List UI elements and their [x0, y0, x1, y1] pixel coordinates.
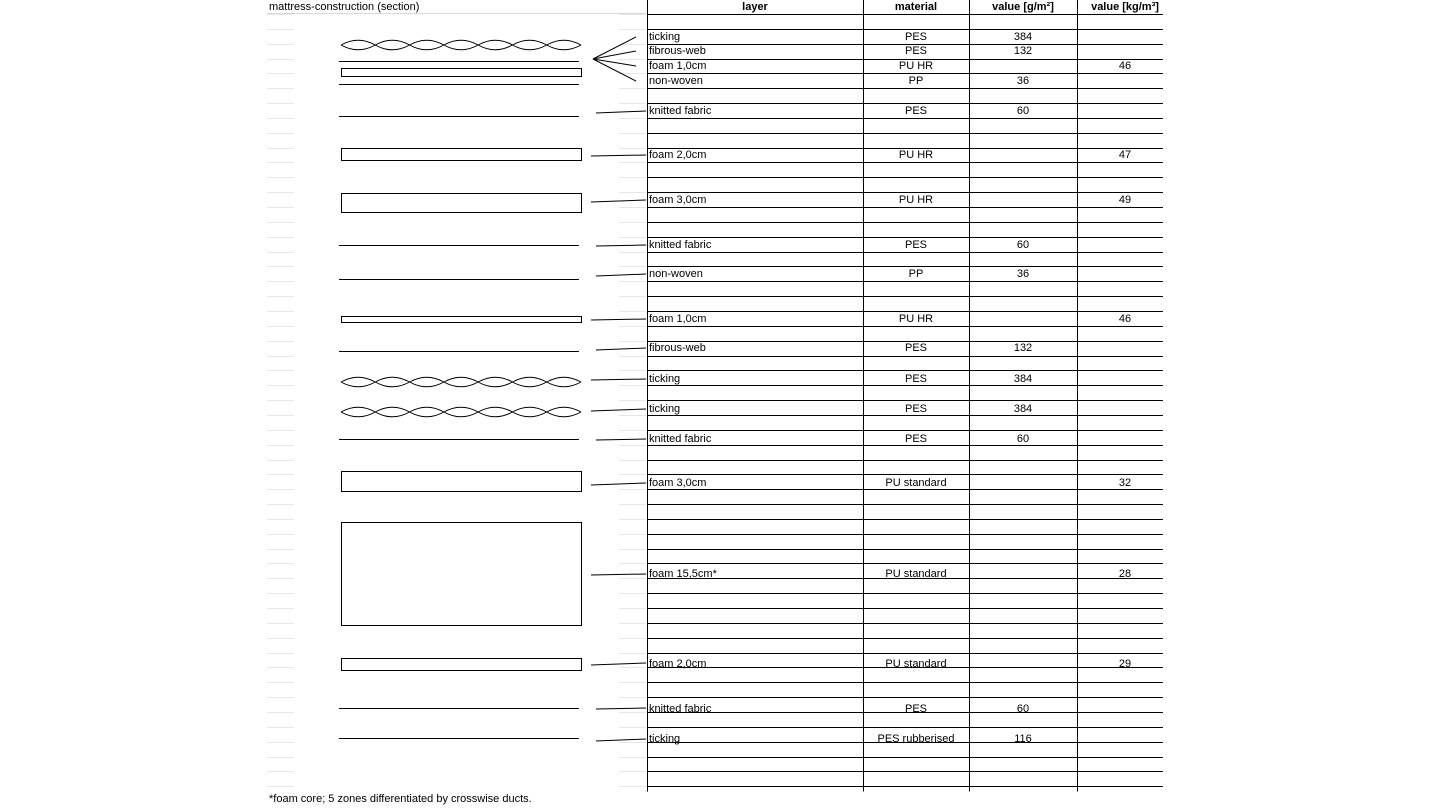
ticking-wave-symbol: [341, 382, 581, 387]
sheet-title: mattress-construction (section): [269, 1, 420, 13]
ticking-wave-symbol: [341, 40, 581, 45]
foam-layer-symbol: [342, 194, 582, 213]
cell-density: 46: [1118, 60, 1132, 72]
ticking-wave-symbol: [341, 412, 581, 417]
foam-layer-symbol: [342, 149, 582, 161]
cell-gsm: 132: [1013, 342, 1033, 354]
cell-material: PES: [904, 373, 928, 385]
cell-gsm: 36: [1016, 268, 1030, 280]
cell-layer: fibrous-web: [649, 342, 706, 354]
cell-gsm: 60: [1016, 105, 1030, 117]
leader-line: [591, 483, 646, 485]
leader-line: [591, 574, 646, 575]
cell-layer: foam 15,5cm*: [649, 568, 717, 580]
cell-layer: foam 1,0cm: [649, 313, 707, 325]
leader-line: [596, 111, 646, 113]
leader-line: [596, 274, 646, 276]
leader-line: [591, 319, 646, 320]
cell-density: 46: [1118, 313, 1132, 325]
cell-material: PU standard: [885, 658, 947, 670]
cell-layer: ticking: [649, 373, 681, 385]
cell-material: PU HR: [898, 313, 934, 325]
leader-line: [591, 663, 646, 665]
cell-layer: non-woven: [649, 268, 703, 280]
cell-material: PU HR: [898, 60, 934, 72]
cell-material: PES: [904, 433, 928, 445]
cell-material: PES: [904, 403, 928, 415]
cell-layer: ticking: [649, 31, 681, 43]
header-layer: layer: [742, 1, 768, 13]
cell-layer: fibrous-web: [649, 45, 706, 57]
header-value-density: value [kg/m³]: [1091, 1, 1159, 13]
header-value-gsm: value [g/m²]: [992, 1, 1054, 13]
cell-material: PES rubberised: [877, 733, 955, 745]
cell-layer: foam 3,0cm: [649, 194, 707, 206]
cell-gsm: 384: [1013, 373, 1033, 385]
cell-material: PU HR: [898, 194, 934, 206]
leader-line: [596, 245, 646, 246]
leader-line: [591, 409, 646, 411]
cell-material: PES: [904, 703, 928, 715]
cell-layer: knitted fabric: [649, 433, 712, 445]
leader-line: [591, 379, 646, 380]
foam-layer-symbol: [342, 659, 582, 671]
leader-line: [596, 708, 646, 709]
cell-material: PU standard: [885, 568, 947, 580]
cell-material: PES: [904, 239, 928, 251]
cell-gsm: 36: [1016, 75, 1030, 87]
cell-layer: knitted fabric: [649, 703, 712, 715]
cell-gsm: 384: [1013, 403, 1033, 415]
leader-line: [591, 200, 646, 202]
foam-layer-symbol: [342, 472, 582, 492]
cell-material: PP: [908, 75, 924, 87]
cell-material: PES: [904, 31, 928, 43]
foam-layer-symbol: [342, 69, 582, 77]
cell-gsm: 60: [1016, 433, 1030, 445]
cell-gsm: 132: [1013, 45, 1033, 57]
leader-line: [593, 37, 636, 59]
cell-gsm: 60: [1016, 239, 1030, 251]
cell-layer: foam 2,0cm: [649, 149, 707, 161]
cell-layer: knitted fabric: [649, 105, 712, 117]
cell-material: PES: [904, 45, 928, 57]
cell-density: 29: [1118, 658, 1132, 670]
ticking-wave-symbol: [341, 45, 581, 50]
cell-material: PES: [904, 342, 928, 354]
footnote: *foam core; 5 zones differentiated by crosswise ducts.: [269, 793, 532, 805]
cell-density: 49: [1118, 194, 1132, 206]
leader-line: [596, 348, 646, 350]
cell-layer: ticking: [649, 733, 681, 745]
cell-layer: ticking: [649, 403, 681, 415]
cell-layer: foam 2,0cm: [649, 658, 707, 670]
cell-layer: foam 1,0cm: [649, 60, 707, 72]
cell-material: PP: [908, 268, 924, 280]
cell-layer: foam 3,0cm: [649, 477, 707, 489]
cell-gsm: 60: [1016, 703, 1030, 715]
leader-line: [596, 739, 646, 741]
foam-layer-symbol: [342, 523, 582, 626]
cell-density: 47: [1118, 149, 1132, 161]
cell-density: 28: [1118, 568, 1132, 580]
cell-gsm: 116: [1014, 733, 1032, 745]
leader-line: [596, 439, 646, 440]
cell-gsm: 384: [1013, 31, 1033, 43]
cell-layer: non-woven: [649, 75, 703, 87]
foam-layer-symbol: [342, 317, 582, 323]
leader-line: [591, 155, 646, 156]
cell-material: PU HR: [898, 149, 934, 161]
cell-material: PES: [904, 105, 928, 117]
ticking-wave-symbol: [341, 377, 581, 382]
cell-density: 32: [1118, 477, 1132, 489]
leader-line: [593, 51, 636, 59]
ticking-wave-symbol: [341, 407, 581, 412]
header-material: material: [894, 1, 938, 13]
cell-layer: knitted fabric: [649, 239, 712, 251]
cell-material: PU standard: [885, 477, 947, 489]
